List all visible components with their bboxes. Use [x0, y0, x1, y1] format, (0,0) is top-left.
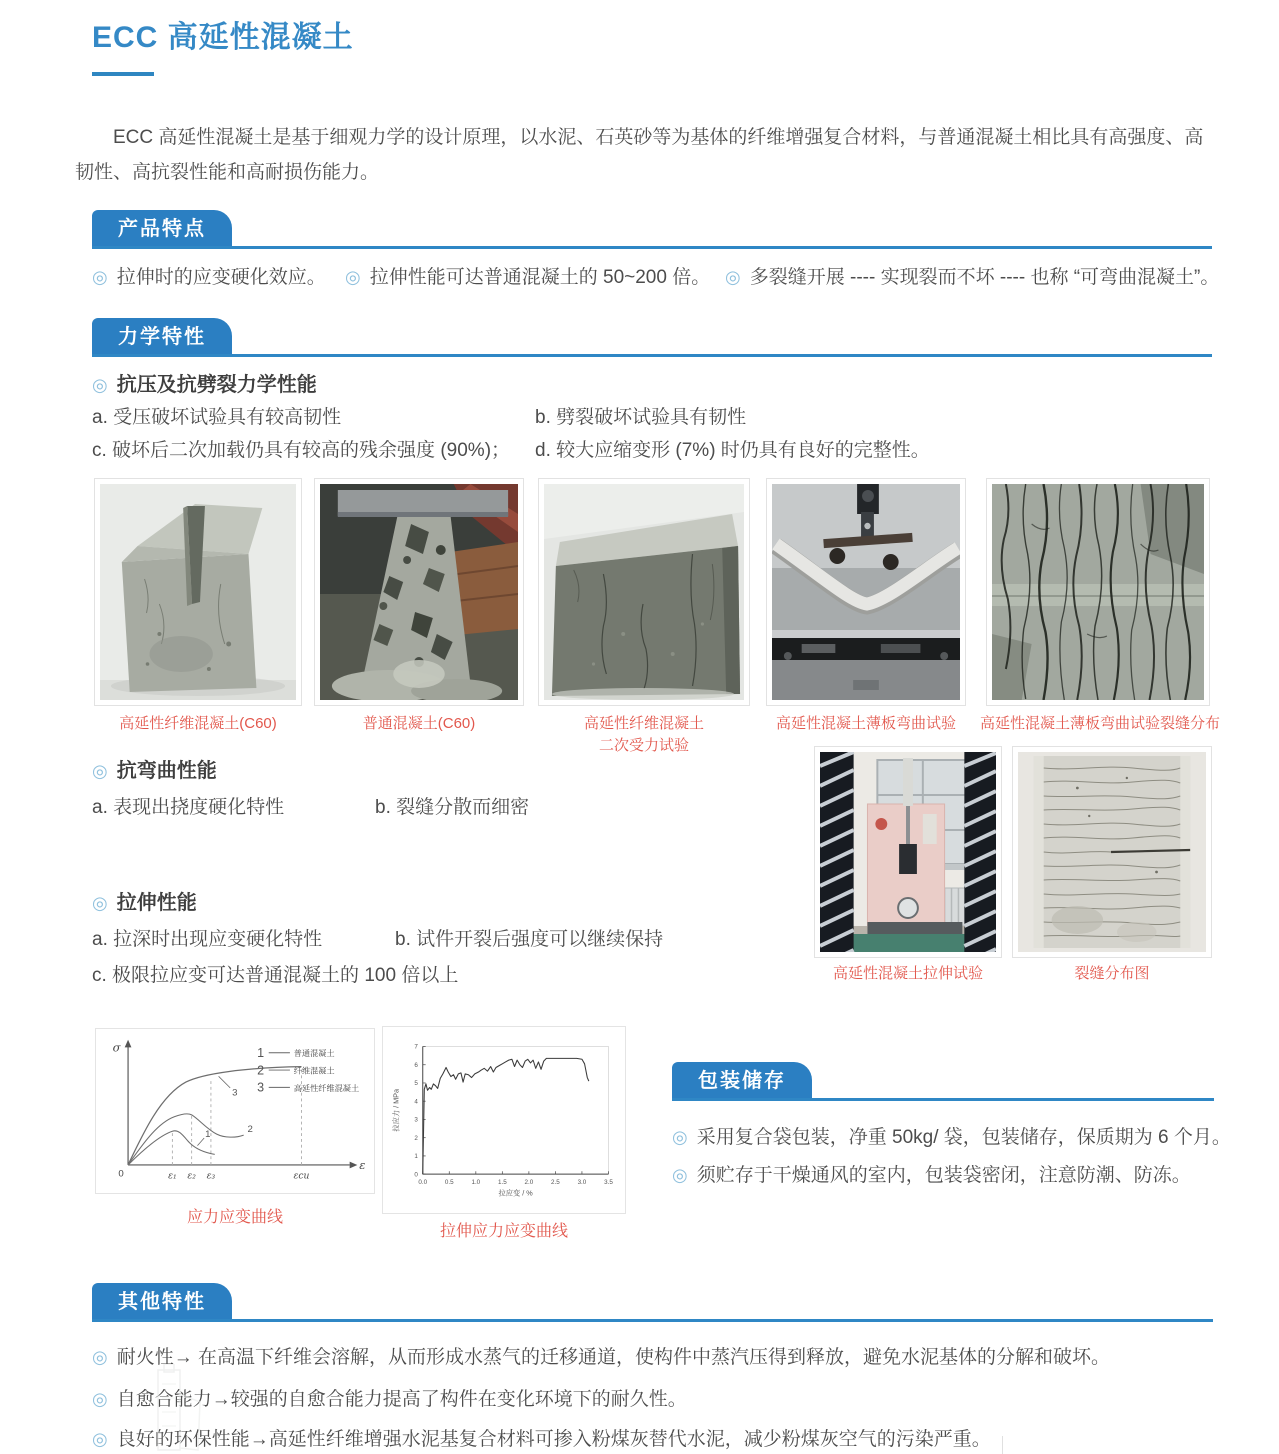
photo-bending-crack-distribution-image: [992, 484, 1204, 700]
curve-label-3: 3: [232, 1087, 238, 1099]
other-item-label: 自愈合能力→较强的自愈合能力提高了构件在变化环境下的耐久性。: [116, 1389, 687, 1410]
x-tick: ε₃: [206, 1171, 216, 1182]
photo-caption: 高延性混凝土拉伸试验: [832, 965, 983, 982]
curve-label-2: 2: [247, 1124, 253, 1136]
feature-item: [345, 262, 710, 289]
svg-text:拉应变 / %: 拉应变 / %: [498, 1188, 533, 1198]
other-item-label: 良好的环保性能→高延性纤维增强水泥基复合材料可掺入粉煤灰替代水泥，减少粉煤灰空气的污染严重。: [116, 1429, 991, 1450]
double-circle-icon: ◎: [345, 267, 361, 287]
origin-label: 0: [118, 1168, 124, 1180]
double-circle-icon: ◎: [92, 1429, 108, 1449]
photo-caption: 普通混凝土(C60): [362, 715, 476, 732]
double-circle-icon: ◎: [92, 375, 108, 395]
tension-item-b: b. 试件开裂后强度可以继续保持: [395, 929, 664, 950]
feature-item: [725, 262, 1219, 289]
x-tick: εcu: [293, 1171, 310, 1182]
subsection-tension: ◎ 拉伸性能: [92, 892, 197, 914]
double-circle-icon: ◎: [92, 761, 108, 781]
photo-normal-c60: [314, 478, 524, 706]
stress-strain-chart: [99, 1032, 371, 1190]
subsection-bending: ◎ 抗弯曲性能: [92, 760, 217, 782]
svg-text:3: 3: [414, 1116, 418, 1124]
tension-item-a: a. 拉深时出现应变硬化特性: [92, 929, 323, 950]
photo-ecc-c60: [94, 478, 302, 706]
svg-text:1.0: 1.0: [471, 1178, 481, 1186]
feature-item-label: 多裂缝开展 ---- 实现裂而不坏 ---- 也称 “可弯曲混凝土”。: [749, 267, 1220, 288]
svg-text:拉应力 / MPa: 拉应力 / MPa: [391, 1088, 401, 1132]
stress-strain-figure: [95, 1028, 375, 1194]
svg-text:6: 6: [414, 1061, 418, 1069]
x-axis-label: ε: [359, 1157, 366, 1172]
watermark-building: [140, 1364, 212, 1454]
double-circle-icon: ◎: [92, 1347, 108, 1367]
page-title: ECC 高延性混凝土: [92, 21, 354, 54]
legend-label: 高延性纤维混凝土: [293, 1083, 360, 1093]
legend-label: 纤维混凝土: [293, 1066, 335, 1076]
photo-normal-c60-image: [320, 484, 518, 700]
tension-item-c: c. 极限拉应变可达普通混凝土的 100 倍以上: [92, 965, 459, 986]
intro-paragraph: ECC 高延性混凝土是基于细观力学的设计原理，以水泥、石英砂等为基体的纤维增强复合材料，与普通混凝土相比具有高强度、高韧性、高抗裂性能和高耐损伤能力。: [75, 127, 1204, 184]
figure-caption: 拉伸应力应变曲线: [439, 1223, 568, 1240]
compression-item-d: d. 较大应缩变形 (7%) 时仍具有良好的完整性。: [535, 440, 930, 461]
double-circle-icon: ◎: [92, 267, 108, 287]
tensile-curve-figure: [382, 1026, 626, 1214]
feature-item-label: 拉伸性能可达普通混凝土的 50~200 倍。: [369, 267, 711, 288]
section-rule-other: [92, 1319, 1213, 1322]
svg-text:3.5: 3.5: [604, 1178, 613, 1186]
legend-num: 1: [257, 1046, 265, 1061]
figure-caption: 应力应变曲线: [186, 1209, 283, 1226]
photo-thin-plate-bending: [766, 478, 966, 706]
photo-bending-crack-distribution: [986, 478, 1210, 706]
photo-caption: 高延性混凝土薄板弯曲试验: [775, 715, 956, 732]
photo-tensile-test-machine: [814, 746, 1002, 958]
photo-caption: 二次受力试验: [598, 737, 689, 754]
svg-text:1: 1: [414, 1153, 418, 1161]
legend-label: 普通混凝土: [293, 1049, 335, 1059]
photo-ecc-secondary-load-image: [544, 484, 744, 700]
divider: [1002, 1436, 1003, 1454]
svg-text:2: 2: [414, 1134, 418, 1142]
svg-text:0.5: 0.5: [444, 1178, 454, 1186]
bending-item-a: a. 表现出挠度硬化特性: [92, 797, 285, 818]
section-rule-features: [92, 246, 1212, 249]
photo-caption: 高延性纤维混凝土(C60): [119, 715, 277, 732]
x-tick: ε₁: [168, 1171, 177, 1182]
photo-caption: 高延性混凝土薄板弯曲试验裂缝分布: [980, 715, 1221, 732]
legend-num: 2: [257, 1063, 265, 1078]
curve-label-1: 1: [205, 1129, 211, 1141]
section-header-packaging: 包装储存: [672, 1062, 812, 1100]
double-circle-icon: ◎: [672, 1127, 688, 1147]
svg-text:2.0: 2.0: [524, 1178, 534, 1186]
compression-item-a: a. 受压破坏试验具有较高韧性: [92, 407, 342, 428]
bending-item-b: b. 裂缝分散而细密: [375, 797, 530, 818]
section-rule-packaging: [672, 1098, 1214, 1101]
section-rule-mechanics: [92, 354, 1212, 357]
other-item: [92, 1424, 991, 1451]
section-header-features: 产品特点: [92, 210, 232, 248]
photo-crack-distribution-map: [1012, 746, 1212, 958]
photo-tensile-test-machine-image: [820, 752, 996, 952]
subsection-compression: ◎ 抗压及抗劈裂力学性能: [92, 374, 317, 396]
photo-crack-distribution-map-image: [1018, 752, 1206, 952]
compression-item-b: b. 劈裂破坏试验具有韧性: [535, 407, 747, 428]
legend-num: 3: [257, 1080, 265, 1095]
other-item-label: 耐火性→ 在高温下纤维会溶解，从而形成水蒸气的迁移通道，使构件中蒸汽压得到释放，避免水泥基体的分解和破坏。: [116, 1347, 1111, 1368]
photo-caption: 高延性纤维混凝土: [583, 715, 704, 732]
feature-item: [92, 262, 326, 289]
svg-text:2.5: 2.5: [551, 1178, 560, 1186]
photo-ecc-c60-image: [100, 484, 296, 700]
packaging-item: [672, 1160, 1191, 1187]
svg-text:3.0: 3.0: [577, 1178, 587, 1186]
photo-ecc-secondary-load: [538, 478, 750, 706]
double-circle-icon: ◎: [92, 1389, 108, 1409]
y-axis-label: σ: [112, 1040, 121, 1055]
compression-item-c: c. 破坏后二次加载仍具有较高的残余强度 (90%)；: [92, 440, 511, 461]
svg-text:0.0: 0.0: [418, 1178, 428, 1186]
title-underline: [92, 72, 154, 76]
double-circle-icon: ◎: [672, 1165, 688, 1185]
photo-thin-plate-bending-image: [772, 484, 960, 700]
section-header-mechanics: 力学特性: [92, 318, 232, 356]
tensile-stress-strain-chart: [386, 1030, 622, 1210]
x-tick: ε₂: [187, 1171, 196, 1182]
photo-caption: 裂缝分布图: [1074, 965, 1150, 982]
section-header-other: 其他特性: [92, 1283, 232, 1321]
packaging-item: [672, 1122, 1231, 1149]
svg-text:5: 5: [414, 1080, 418, 1088]
packaging-item-label: 须贮存于干燥通风的室内，包装袋密闭，注意防潮、防冻。: [696, 1165, 1191, 1186]
svg-text:7: 7: [414, 1043, 418, 1051]
other-item: [92, 1342, 1110, 1369]
svg-text:4: 4: [414, 1098, 418, 1106]
double-circle-icon: ◎: [725, 267, 741, 287]
svg-text:1.5: 1.5: [497, 1178, 507, 1186]
packaging-item-label: 采用复合袋包装，净重 50kg/ 袋，包装储存，保质期为 6 个月。: [696, 1127, 1231, 1148]
double-circle-icon: ◎: [92, 893, 108, 913]
feature-item-label: 拉伸时的应变硬化效应。: [116, 267, 326, 288]
svg-text:0: 0: [414, 1171, 418, 1179]
